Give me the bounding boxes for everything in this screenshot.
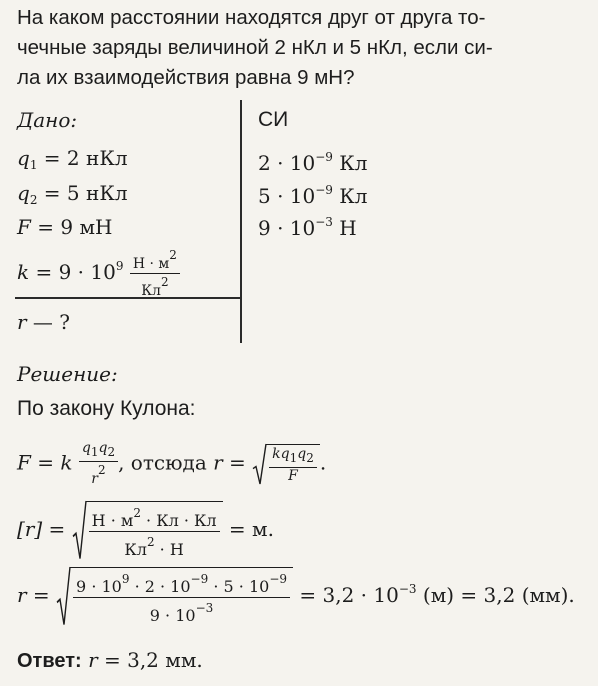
sqrt-sign <box>72 501 223 560</box>
answer-label: Ответ: <box>17 650 82 672</box>
given-F: F = 9 мН <box>17 215 113 239</box>
find-r: r — ? <box>17 310 70 334</box>
units-check: [r] = $\frac{Н \cdot м^2 \cdot Кл \cdot Кл}{Кл^2 \cdot Н}$ = м. <box>17 501 274 560</box>
problem-line: На каком расстоянии находятся друг от друга то- <box>17 6 486 29</box>
numeric-fraction: $\frac{9 \cdot 10^9 \cdot 2 \cdot 10^{-9} \cdot 5 \cdot 10^{-9}}{9 \cdot 10^{-3}}$ <box>73 569 290 626</box>
problem-statement <box>17 3 591 93</box>
si-row: $2 \cdot 10^{-9}$ Кл <box>258 150 368 175</box>
kq1q2-over-F-fraction: $\frac{kq_1q_2}{F}$ <box>269 446 317 485</box>
coulomb-formula: F = k $\frac{q_1q_2}{r^2}$ , отсюда r = $\frac{kq_1q_2}{F}$ . <box>17 440 327 487</box>
problem-line: чечные заряды величиной 2 нКл и 5 нКл, если си- <box>17 36 493 59</box>
given-k: $k = 9 \cdot 10^9$ $\frac{Н \cdot м^2}{Кл^2}$ <box>17 247 180 300</box>
si-row: $5 \cdot 10^{-9}$ Кл <box>258 183 368 208</box>
k-unit-fraction: $\frac{Н \cdot м^2}{Кл^2}$ <box>130 247 180 300</box>
numeric-calculation: r = $\frac{9 \cdot 10^9 \cdot 2 \cdot 10^{-9} \cdot 5 \cdot 10^{-9}}{9 \cdot 10^{-3}}$ = $3,2 \cdot 10^{-3}$ (м) = 3,2 (мм). <box>17 567 575 626</box>
q1q2-over-r2-fraction: $\frac{q_1q_2}{r^2}$ <box>79 440 118 488</box>
si-header: СИ <box>258 108 289 131</box>
coulomb-law-text: По закону Кулона: <box>17 397 196 420</box>
sqrt-sign <box>56 567 293 626</box>
given-header: Дано: <box>17 108 78 132</box>
solution-header: Решение: <box>17 362 118 386</box>
given-q2: $q_2 = 5$ нКл <box>17 181 128 207</box>
problem-line: ла их взаимодействия равна 9 мН? <box>17 66 355 89</box>
given-q1: $q_1 = 2$ нКл <box>17 146 128 172</box>
sqrt-sign <box>252 444 320 485</box>
answer: Ответ: r = 3,2 мм. <box>17 648 203 672</box>
units-fraction: $\frac{Н \cdot м^2 \cdot Кл \cdot Кл}{Кл^2 \cdot Н}$ <box>89 503 220 560</box>
table-vertical-divider <box>240 100 242 343</box>
si-row: $9 \cdot 10^{-3}$ Н <box>258 215 357 240</box>
